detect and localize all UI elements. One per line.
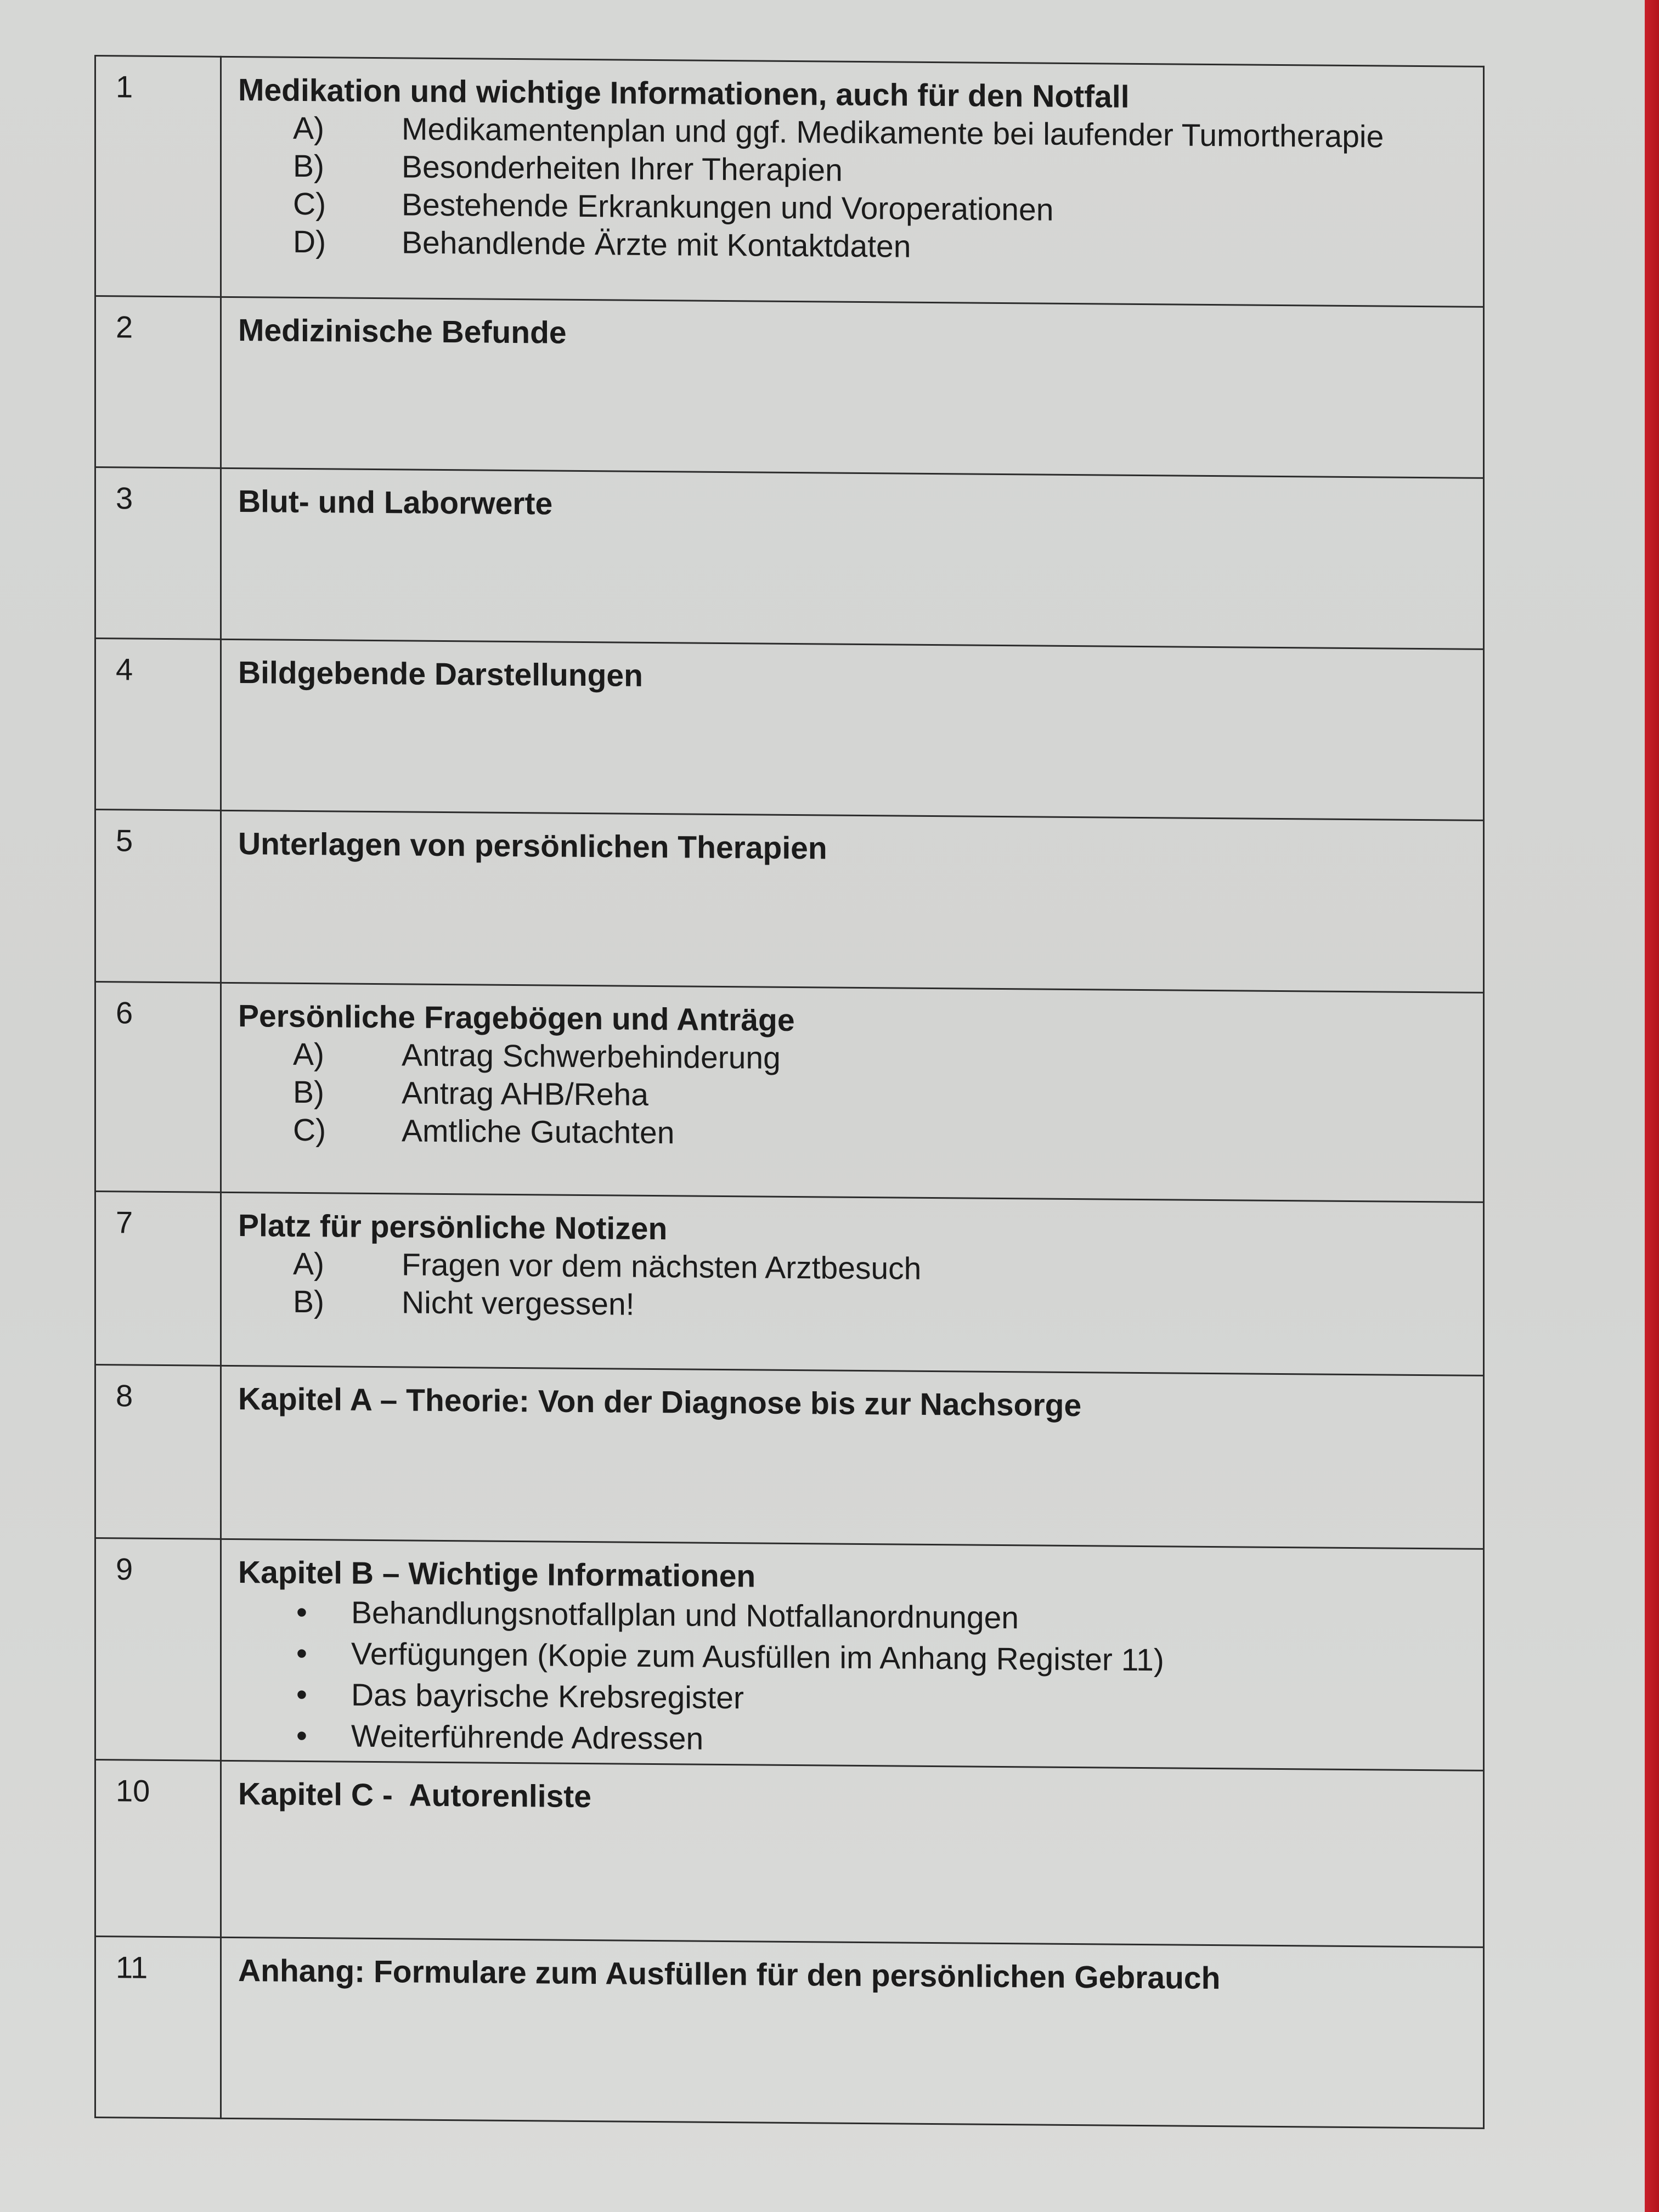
item-text: Behandlende Ärzte mit Kontaktdaten <box>402 225 911 264</box>
bullet-list <box>238 1592 1472 1766</box>
table-row <box>95 1538 1484 1771</box>
row-title: Persönliche Fragebögen und Anträge <box>238 998 795 1039</box>
item-marker: D) <box>293 224 326 260</box>
item-text: Antrag AHB/Reha <box>402 1075 648 1113</box>
row-content <box>221 1539 1484 1770</box>
row-title: Platz für persönliche Notizen <box>238 1208 668 1247</box>
item-text: Weiterführende Adressen <box>351 1718 704 1757</box>
row-number: 11 <box>95 1937 221 2119</box>
item-text: Besonderheiten Ihrer Therapien <box>402 149 843 188</box>
row-content <box>221 468 1484 649</box>
row-content <box>221 983 1484 1202</box>
item-marker: B) <box>293 148 324 184</box>
sub-list <box>238 109 1472 270</box>
bullet-icon: • <box>296 1594 307 1630</box>
table-row <box>95 982 1484 1203</box>
row-content <box>221 297 1484 478</box>
sub-list <box>238 1245 1472 1330</box>
item-text: Das bayrische Krebsregister <box>351 1677 744 1716</box>
item-marker: C) <box>293 186 326 222</box>
item-marker: A) <box>293 1036 324 1073</box>
item-marker: A) <box>293 1246 324 1282</box>
row-number: 7 <box>95 1192 221 1366</box>
item-text: Behandlungsnotfallplan und Notfallanordnungen <box>351 1595 1019 1636</box>
row-content <box>221 810 1484 992</box>
row-number: 9 <box>95 1538 221 1761</box>
row-number: 10 <box>95 1760 221 1938</box>
register-index-table <box>94 55 1485 2129</box>
row-title: Bildgebende Darstellungen <box>238 655 643 693</box>
item-text: Bestehende Erkrankungen und Voroperationen <box>402 187 1054 228</box>
row-title: Unterlagen von persönlichen Therapien <box>238 826 827 866</box>
row-title: Kapitel C - Autorenliste <box>238 1776 591 1815</box>
row-number: 8 <box>95 1365 221 1539</box>
row-content <box>221 1937 1484 2128</box>
sub-list <box>238 1035 1472 1159</box>
item-marker: B) <box>293 1074 324 1110</box>
list-item <box>296 1716 1472 1766</box>
item-text: Fragen vor dem nächsten Arztbesuch <box>402 1247 922 1286</box>
item-text: Amtliche Gutachten <box>402 1113 675 1151</box>
item-text: Verfügungen (Kopie zum Ausfüllen im Anhang Register 11) <box>351 1636 1164 1678</box>
table-row <box>95 1365 1484 1549</box>
row-number: 2 <box>95 296 221 469</box>
item-marker: A) <box>293 110 324 146</box>
table-row <box>95 1760 1484 1948</box>
table-row <box>95 639 1484 821</box>
item-text: Medikamentenplan und ggf. Medikamente bei laufender Tumortherapie <box>402 111 1384 155</box>
row-number: 6 <box>95 982 221 1193</box>
bullet-icon: • <box>296 1677 307 1713</box>
row-content <box>221 639 1484 820</box>
table-row <box>95 467 1484 650</box>
row-content <box>221 57 1484 307</box>
item-text: Nicht vergessen! <box>402 1285 635 1322</box>
bullet-icon: • <box>296 1635 307 1672</box>
row-title: Kapitel A – Theorie: Von der Diagnose bis zur Nachsorge <box>238 1381 1082 1424</box>
red-folder-edge <box>1645 0 1659 2212</box>
row-title: Medizinische Befunde <box>238 313 567 351</box>
row-content <box>221 1760 1484 1947</box>
table-row <box>95 296 1484 478</box>
item-text: Antrag Schwerbehinderung <box>402 1037 781 1076</box>
item-marker: B) <box>293 1284 324 1320</box>
row-title: Blut- und Laborwerte <box>238 484 553 522</box>
table-row <box>95 810 1484 993</box>
row-title: Kapitel B – Wichtige Informationen <box>238 1555 756 1594</box>
row-content <box>221 1365 1484 1549</box>
bullet-icon: • <box>296 1718 307 1754</box>
table-row <box>95 1192 1484 1376</box>
item-marker: C) <box>293 1112 326 1148</box>
row-number: 4 <box>95 639 221 811</box>
row-content <box>221 1192 1484 1375</box>
row-title: Medikation und wichtige Informationen, auch für den Notfall <box>238 72 1130 115</box>
row-title: Anhang: Formulare zum Ausfüllen für den persönlichen Gebrauch <box>238 1953 1221 1996</box>
table-row <box>95 56 1484 307</box>
row-number: 3 <box>95 467 221 640</box>
table-row <box>95 1937 1484 2129</box>
row-number: 1 <box>95 56 221 297</box>
row-number: 5 <box>95 810 221 983</box>
